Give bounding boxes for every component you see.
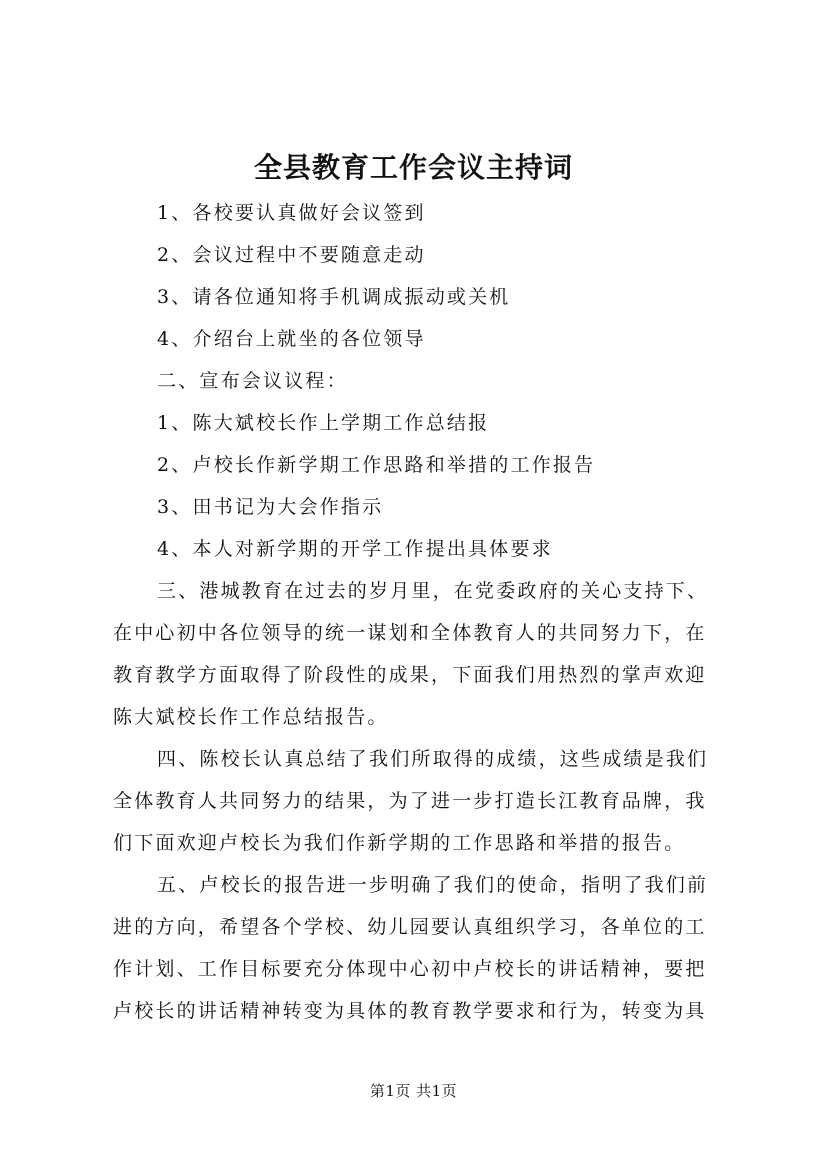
list-item: 4、介绍台上就坐的各位领导 (157, 328, 426, 350)
paragraph-line: 陈大斌校长作工作总结报告。 (113, 706, 389, 728)
paragraph-line: 四、陈校长认真总结了我们所取得的成绩，这些成绩是我们 (157, 748, 709, 770)
paragraph-line: 三、港城教育在过去的岁月里，在党委政府的关心支持下、 (157, 580, 709, 602)
list-item: 3、田书记为大会作指示 (157, 496, 384, 518)
paragraph-line: 全体教育人共同努力的结果，为了进一步打造长江教育品牌，我 (113, 790, 707, 812)
section-heading: 二、宣布会议议程： (157, 370, 348, 392)
list-item: 2、卢校长作新学期工作思路和举措的工作报告 (157, 454, 596, 476)
list-item: 2、会议过程中不要随意走动 (157, 244, 426, 266)
paragraph-line: 作计划、工作目标要充分体现中心初中卢校长的讲话精神，要把 (113, 958, 707, 980)
paragraph-line: 在中心初中各位领导的统一谋划和全体教育人的共同努力下，在 (113, 622, 707, 644)
list-item: 1、各校要认真做好会议签到 (157, 202, 426, 224)
list-item: 3、请各位通知将手机调成振动或关机 (157, 286, 511, 308)
page-footer: 第1页 共1页 (369, 1082, 458, 1100)
list-item: 1、陈大斌校长作上学期工作总结报 (157, 412, 490, 434)
document-title: 全县教育工作会议主持词 (253, 151, 573, 184)
paragraph-line: 教育教学方面取得了阶段性的成果，下面我们用热烈的掌声欢迎 (113, 664, 707, 686)
paragraph-line: 进的方向，希望各个学校、幼儿园要认真组织学习，各单位的工 (113, 916, 707, 938)
list-item: 4、本人对新学期的开学工作提出具体要求 (157, 538, 553, 560)
paragraph-line: 们下面欢迎卢校长为我们作新学期的工作思路和举措的报告。 (113, 832, 686, 854)
paragraph-line: 五、卢校长的报告进一步明确了我们的使命，指明了我们前 (157, 874, 709, 896)
paragraph-line: 卢校长的讲话精神转变为具体的教育教学要求和行为，转变为具 (113, 1000, 707, 1022)
